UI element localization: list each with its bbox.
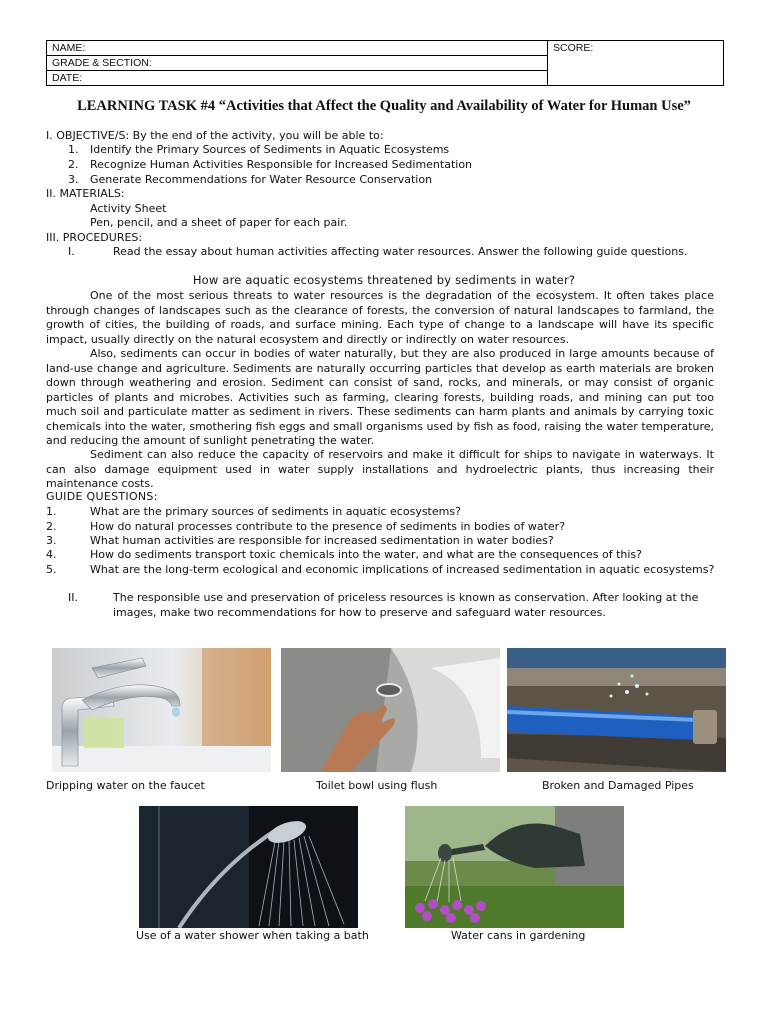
date-label: DATE: — [52, 72, 83, 84]
procedure-num: I. — [68, 245, 75, 258]
material-item: Activity Sheet — [90, 202, 167, 215]
shower-photo — [139, 806, 358, 928]
guide-question: How do sediments transport toxic chemicals into the water, and what are the consequences of this? — [90, 548, 642, 561]
materials-heading: II. MATERIALS: — [46, 187, 125, 200]
objective-item: Recognize Human Activities Responsible for Increased Sedimentation — [90, 158, 473, 171]
image-caption: Water cans in gardening — [451, 929, 586, 942]
procedure-step-1: Read the essay about human activities affecting water resources. Answer the following guide questions. — [113, 245, 688, 258]
objective-num: 1. — [68, 143, 79, 156]
name-label: NAME: — [52, 42, 86, 54]
broken-pipe-photo — [507, 648, 726, 772]
page-title: LEARNING TASK #4 “Activities that Affect the Quality and Availability of Water for Human Use” — [77, 98, 691, 114]
question-num: 2. — [46, 520, 57, 533]
guide-question: What are the primary sources of sediments in aquatic ecosystems? — [90, 505, 461, 518]
faucet-photo — [52, 648, 271, 772]
image-caption: Dripping water on the faucet — [46, 779, 205, 792]
essay-paragraph-1: One of the most serious threats to water resources is the degradation of the ecosystem. It often takes place through changes of landscapes such as the clearance of forests, the conversion of natural landscapes to farmland, the growth of cities, the building of roads, and surface mining. Each type of change to a landscape will have its specific impact, usually directly on the natural ecosystem and directly or indirectly on water resources. — [46, 289, 714, 346]
grade-section-field[interactable] — [47, 56, 548, 71]
question-num: 4. — [46, 548, 57, 561]
watering-can-photo — [405, 806, 624, 928]
material-item: Pen, pencil, and a sheet of paper for each pair. — [90, 216, 348, 229]
image-caption: Use of a water shower when taking a bath — [136, 929, 369, 942]
guide-question: What are the long-term ecological and economic implications of increased sedimentation in aquatic ecosystems? — [90, 563, 715, 576]
date-field[interactable] — [47, 71, 548, 86]
name-field[interactable] — [47, 41, 548, 56]
image-caption: Broken and Damaged Pipes — [542, 779, 694, 792]
objective-num: 3. — [68, 173, 79, 186]
guide-question: How do natural processes contribute to the presence of sediments in bodies of water? — [90, 520, 566, 533]
objectives-heading: I. OBJECTIVE/S: By the end of the activity, you will be able to: — [46, 129, 384, 142]
image-caption: Toilet bowl using flush — [316, 779, 438, 792]
question-num: 1. — [46, 505, 57, 518]
essay-title: How are aquatic ecosystems threatened by sediments in water? — [192, 273, 576, 287]
objective-num: 2. — [68, 158, 79, 171]
student-info-table — [46, 40, 724, 86]
essay-paragraph-3: Sediment can also reduce the capacity of reservoirs and make it difficult for ships to navigate in waterways. It can also damage equipment used in water supply installations and hydroelectric plants, thus increasing their maintenance costs. — [46, 448, 714, 490]
question-num: 3. — [46, 534, 57, 547]
objective-item: Identify the Primary Sources of Sediments in Aquatic Ecosystems — [90, 143, 450, 156]
objective-item: Generate Recommendations for Water Resource Conservation — [90, 173, 433, 186]
score-field[interactable] — [548, 41, 724, 86]
procedures-heading: III. PROCEDURES: — [46, 231, 143, 244]
grade-section-label: GRADE & SECTION: — [52, 57, 152, 69]
toilet-flush-photo — [281, 648, 500, 772]
question-num: 5. — [46, 563, 57, 576]
score-label: SCORE: — [553, 42, 594, 54]
procedure-step-2-line-2: images, make two recommendations for how to preserve and safeguard water resources. — [113, 606, 606, 619]
procedure-num: II. — [68, 591, 78, 604]
guide-question: What human activities are responsible for increased sedimentation in water bodies? — [90, 534, 554, 547]
essay-paragraph-2: Also, sediments can occur in bodies of water naturally, but they are also produced in large amounts because of land-use change and agriculture. Sediments are naturally occurring particles that develop as earth materials are broken down through weathering and erosion. Sediment can consist of sand, rocks, and minerals, or may consist of organic particles of plants and microbes. Activities such as farming, clearing forests, building roads, and mining can put too much soil and particulate matter as sediment in rivers. These sediments can harm plants and animals by carrying toxic chemicals into the water, smothering fish eggs and small organisms used by fish as food, raising the water temperature, and reducing the amount of sunlight penetrating the water. — [46, 347, 714, 447]
procedure-step-2-line-1: The responsible use and preservation of priceless resources is known as conservation. After looking at the — [113, 591, 699, 604]
guide-questions-heading: GUIDE QUESTIONS: — [46, 490, 158, 503]
